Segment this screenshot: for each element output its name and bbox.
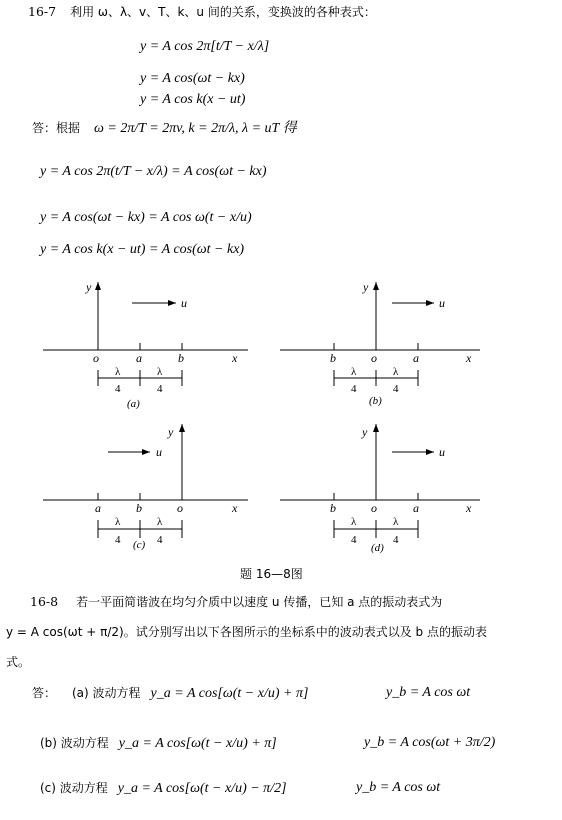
point-label: o: [93, 351, 99, 365]
x-axis-label: x: [232, 501, 238, 515]
point-label: a: [136, 351, 142, 365]
quarter-num: λ: [115, 366, 121, 378]
velocity-label: u: [181, 296, 187, 310]
quarter-den: 4: [115, 383, 121, 395]
point-label: o: [371, 351, 377, 365]
relations: ω = 2π/T = 2πv, k = 2π/λ, λ = uT 得: [94, 121, 297, 136]
problem-statement-line-1: 若一平面简谐波在均匀介质中以速度 u 传播，已知 a 点的振动表式为: [76, 595, 443, 609]
point-label: b: [136, 501, 142, 515]
velocity-label: u: [156, 445, 162, 459]
answer-a: [72, 686, 308, 701]
panel-caption: (c): [133, 539, 146, 551]
y-axis-label: y: [86, 280, 92, 294]
quarter-num: λ: [351, 516, 357, 528]
quarter-den: 4: [157, 534, 163, 546]
quarter-den: 4: [115, 534, 121, 546]
point-label: b: [330, 501, 336, 515]
quarter-num: λ: [351, 366, 357, 378]
point-label: o: [371, 501, 377, 515]
b-point-equation-a: y_b = A cos ωt: [386, 685, 471, 700]
panel-d: [280, 424, 480, 554]
derivation-3: y = A cos k(x − ut) = A cos(ωt − kx): [40, 242, 245, 257]
quarter-num: λ: [393, 516, 399, 528]
answer-label: (c) 波动方程: [40, 781, 108, 795]
point-label: a: [413, 351, 419, 365]
point-label: a: [413, 501, 419, 515]
point-label: o: [177, 501, 183, 515]
wave-equation: y_a = A cos[ω(t − x/u) + π]: [118, 736, 277, 751]
quarter-den: 4: [351, 383, 357, 395]
quarter-num: λ: [115, 516, 121, 528]
point-label: b: [330, 351, 336, 365]
problem-16-8-header: [30, 595, 442, 609]
velocity-label: u: [439, 296, 445, 310]
quarter-den: 4: [351, 534, 357, 546]
problem-number: 16-8: [30, 594, 59, 609]
problem-statement: 利用 ω、λ、v、T、k、u 间的关系，变换波的各种表式：: [70, 5, 376, 19]
quarter-num: λ: [157, 516, 163, 528]
panel-caption: (d): [371, 542, 384, 554]
x-axis-label: x: [466, 501, 472, 515]
form-1: y = A cos 2π[t/T − x/λ]: [140, 39, 270, 54]
point-label: a: [95, 501, 101, 515]
statement-text: y = A cos(ωt + π/2)。试分别写出以下各图所示的坐标系中的波动表式以及 b 点的振动表: [6, 625, 487, 639]
panel-caption: (a): [127, 398, 140, 410]
x-axis-label: x: [466, 351, 472, 365]
point-label: b: [178, 351, 184, 365]
answer-label: (a) 波动方程: [72, 686, 141, 700]
y-axis-label: y: [362, 425, 368, 439]
wave-equation: y_a = A cos[ω(t − x/u) − π/2]: [117, 781, 287, 796]
figure-title: 题 16—8图: [240, 567, 303, 581]
panel-c: [43, 424, 248, 551]
panel-caption: (b): [369, 395, 382, 407]
answer-label: (b) 波动方程: [40, 736, 109, 750]
derivation-2: y = A cos(ωt − kx) = A cos ω(t − x/u): [40, 210, 252, 225]
wave-equation: y_a = A cos[ω(t − x/u) + π]: [150, 686, 309, 701]
b-point-equation-c: y_b = A cos ωt: [356, 780, 441, 795]
answer-c: [40, 781, 287, 796]
quarter-den: 4: [157, 383, 163, 395]
problem-statement-line-2: [6, 625, 487, 639]
panel-a: [43, 280, 248, 410]
problem-statement-line-3: 式。: [6, 655, 31, 669]
form-3: y = A cos k(x − ut): [140, 92, 246, 107]
panel-b: [280, 280, 480, 407]
velocity-label: u: [439, 445, 445, 459]
answer-label: 答：根据: [32, 121, 81, 135]
answer-b: [40, 736, 277, 751]
b-point-equation-b: y_b = A cos(ωt + 3π/2): [364, 735, 496, 750]
quarter-num: λ: [393, 366, 399, 378]
y-axis-label: y: [168, 425, 174, 439]
y-axis-label: y: [363, 280, 369, 294]
quarter-den: 4: [393, 383, 399, 395]
quarter-num: λ: [157, 366, 163, 378]
x-axis-label: x: [232, 351, 238, 365]
form-2: y = A cos(ωt − kx): [140, 71, 245, 86]
problem-number: 16-7: [28, 4, 57, 19]
answer-label-16-8: 答：: [32, 686, 57, 700]
derivation-1: y = A cos 2π(t/T − x/λ) = A cos(ωt − kx): [40, 164, 267, 179]
quarter-den: 4: [393, 534, 399, 546]
